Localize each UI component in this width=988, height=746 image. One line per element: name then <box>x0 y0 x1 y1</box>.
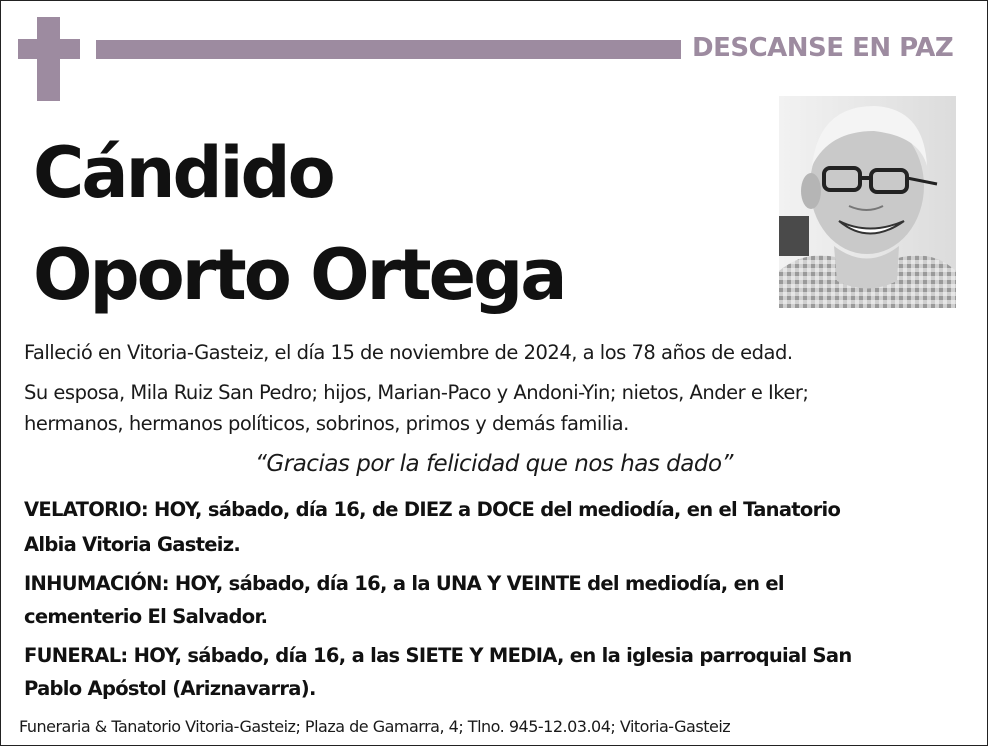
funeral-line-2: Pablo Apóstol (Ariznavarra). <box>24 677 316 700</box>
family-line-2: hermanos, hermanos políticos, sobrinos, primos y demás familia. <box>24 412 629 435</box>
memorial-quote: “Gracias por la felicidad que nos has dado” <box>255 451 733 477</box>
cross-icon-horizontal <box>18 39 80 59</box>
cross-icon-vertical <box>37 17 60 101</box>
funeral-line-1: FUNERAL: HOY, sábado, día 16, a las SIETE Y MEDIA, en la iglesia parroquial San <box>24 644 852 667</box>
deceased-first-name: Cándido <box>33 132 333 214</box>
deceased-photo <box>779 96 956 308</box>
rip-label: DESCANSE EN PAZ <box>692 33 954 63</box>
header-divider-bar <box>96 40 681 59</box>
inhumacion-line-2: cementerio El Salvador. <box>24 605 268 628</box>
death-notice-line: Falleció en Vitoria-Gasteiz, el día 15 de noviembre de 2024, a los 78 años de edad. <box>24 341 793 364</box>
portrait-image <box>779 96 956 308</box>
inhumacion-line-1: INHUMACIÓN: HOY, sábado, día 16, a la UNA Y VEINTE del mediodía, en el <box>24 572 784 595</box>
funeral-home-footer: Funeraria & Tanatorio Vitoria-Gasteiz; Plaza de Gamarra, 4; Tlno. 945-12.03.04; Vitoria-Gasteiz <box>19 717 731 736</box>
family-line-1: Su esposa, Mila Ruiz San Pedro; hijos, Marian-Paco y Andoni-Yin; nietos, Ander e Iker; <box>24 381 809 404</box>
deceased-surnames: Oporto Ortega <box>33 234 565 316</box>
velatorio-line-1: VELATORIO: HOY, sábado, día 16, de DIEZ a DOCE del mediodía, en el Tanatorio <box>24 498 841 521</box>
velatorio-line-2: Albia Vitoria Gasteiz. <box>24 533 241 556</box>
